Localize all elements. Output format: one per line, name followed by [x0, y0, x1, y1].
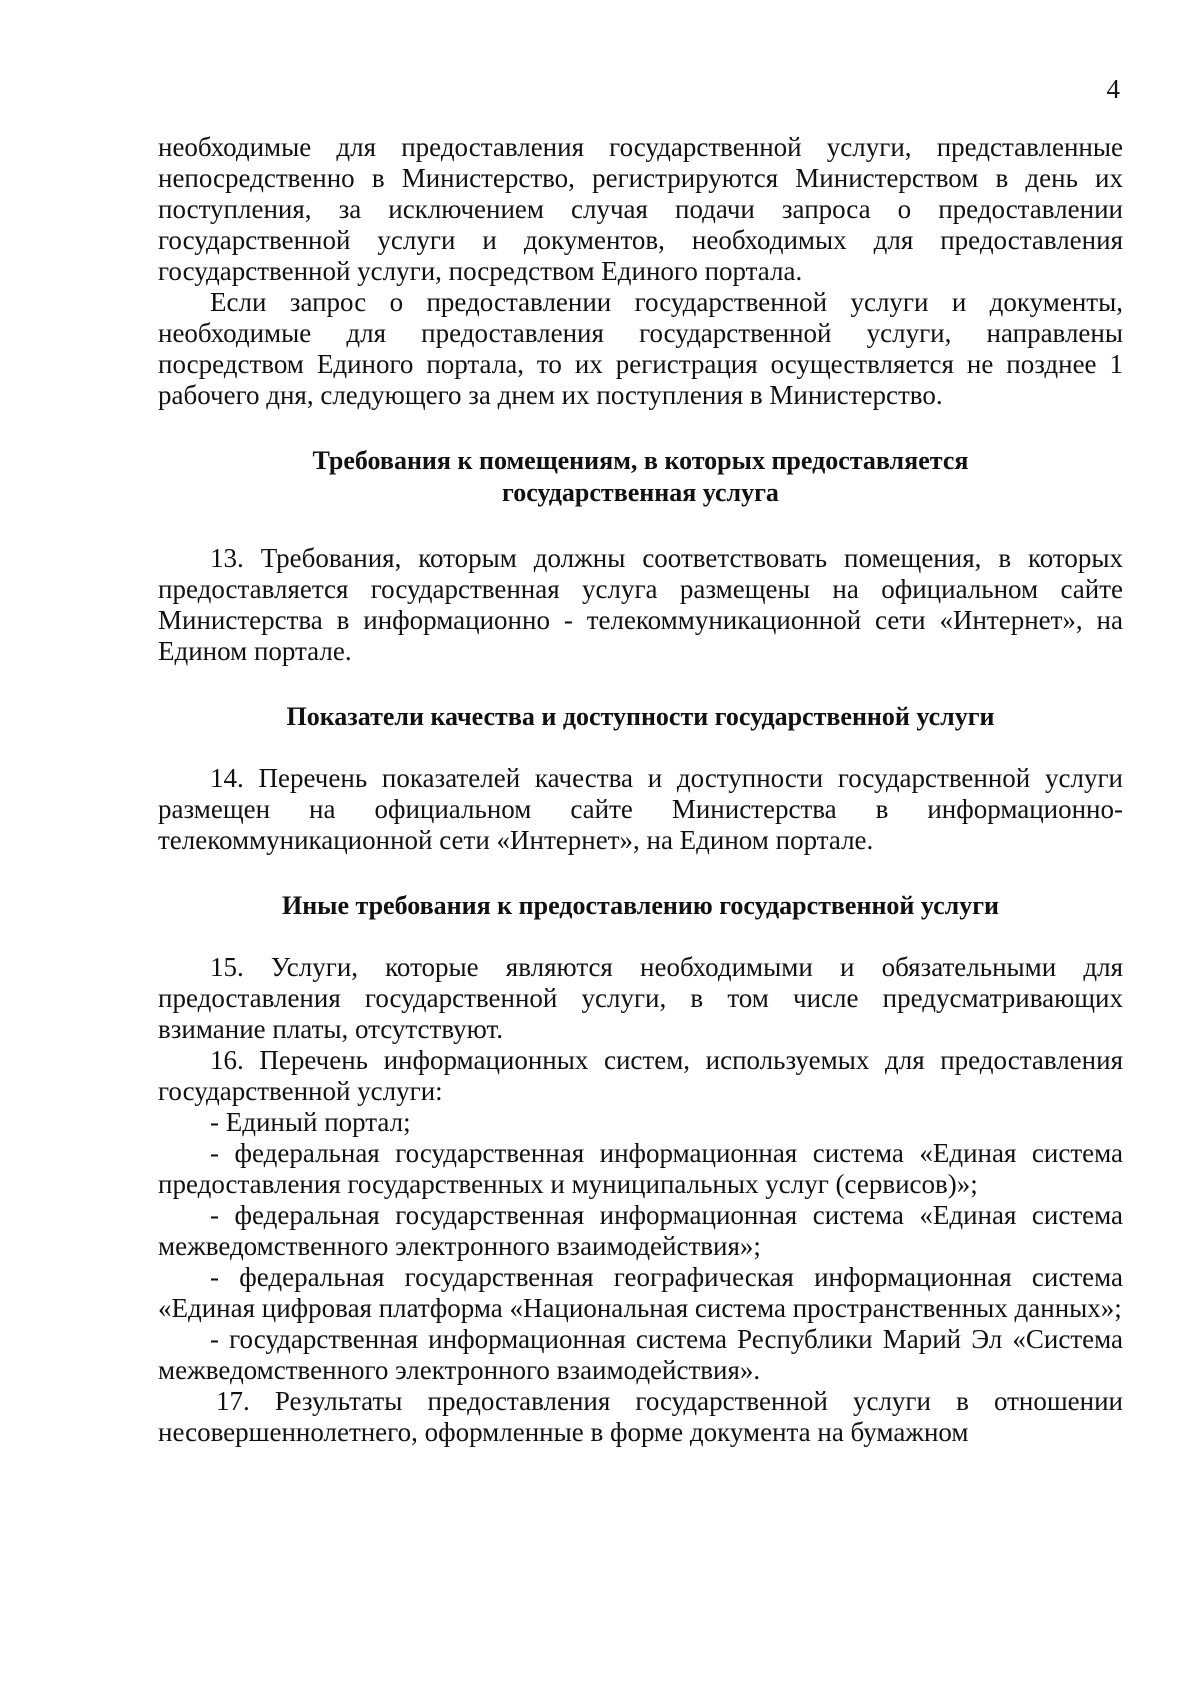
item-14: 14. Перечень показателей качества и доступности государственной услуги размещен на официальном сайте Министерства в информационно-телекоммуникационной сети «Интернет», на Едином портале. — [158, 763, 1123, 855]
item-15: 15. Услуги, которые являются необходимыми и обязательными для предоставления государственной услуги, в том числе предусматривающих взимание платы, отсутствуют. — [158, 952, 1123, 1044]
page-number: 4 — [1106, 74, 1120, 104]
list-item-geo-platform: - федеральная государственная географическая информационная система «Единая цифровая платформа «Национальная система пространственных данных»; — [158, 1262, 1123, 1323]
list-item-single-portal: - Единый портал; — [210, 1107, 411, 1137]
list-item-epgu-system: - федеральная государственная информационная система «Единая система предоставления государственных и муниципальных услуг (сервисов)»; — [158, 1138, 1123, 1199]
heading-premises-line2: государственная услуга — [502, 478, 779, 507]
item-13: 13. Требования, которым должны соответствовать помещения, в которых предоставляется государственная услуга размещены на официальном сайте Министерства в информационно - телекоммуникационной сети «Интернет», на Едином портале. — [158, 543, 1123, 666]
paragraph-registration-continued: необходимые для предоставления государственной услуги, представленные непосредственно в Министерство, регистрируются Министерством в день их поступления, за исключением случая подачи запроса о предоставлении государственной услуги и документов, необходимых для предоставления государственной услуги, посредством Единого портала. — [158, 132, 1123, 286]
document-body — [158, 132, 1123, 1448]
list-item-smev-system: - федеральная государственная информационная система «Единая система межведомственного электронного взаимодействия»; — [158, 1200, 1123, 1261]
heading-premises-line1: Требования к помещениям, в которых предоставляется — [312, 446, 969, 475]
heading-other-requirements: Иные требования к предоставлению государственной услуги — [281, 891, 1000, 920]
list-item-mari-el-system: - государственная информационная система Республики Марий Эл «Система межведомственного электронного взаимодействия». — [158, 1324, 1123, 1385]
heading-quality: Показатели качества и доступности государственной услуги — [286, 702, 995, 731]
item-16: 16. Перечень информационных систем, используемых для предоставления государственной услуги: — [158, 1045, 1123, 1106]
item-17: 17. Результаты предоставления государственной услуги в отношении несовершеннолетнего, оформленные в форме документа на бумажном — [158, 1386, 1123, 1447]
paragraph-registration-portal: Если запрос о предоставлении государственной услуги и документы, необходимые для предоставления государственной услуги, направлены посредством Единого портала, то их регистрация осуществляется не позднее 1 рабочего дня, следующего за днем их поступления в Министерство. — [158, 287, 1123, 410]
